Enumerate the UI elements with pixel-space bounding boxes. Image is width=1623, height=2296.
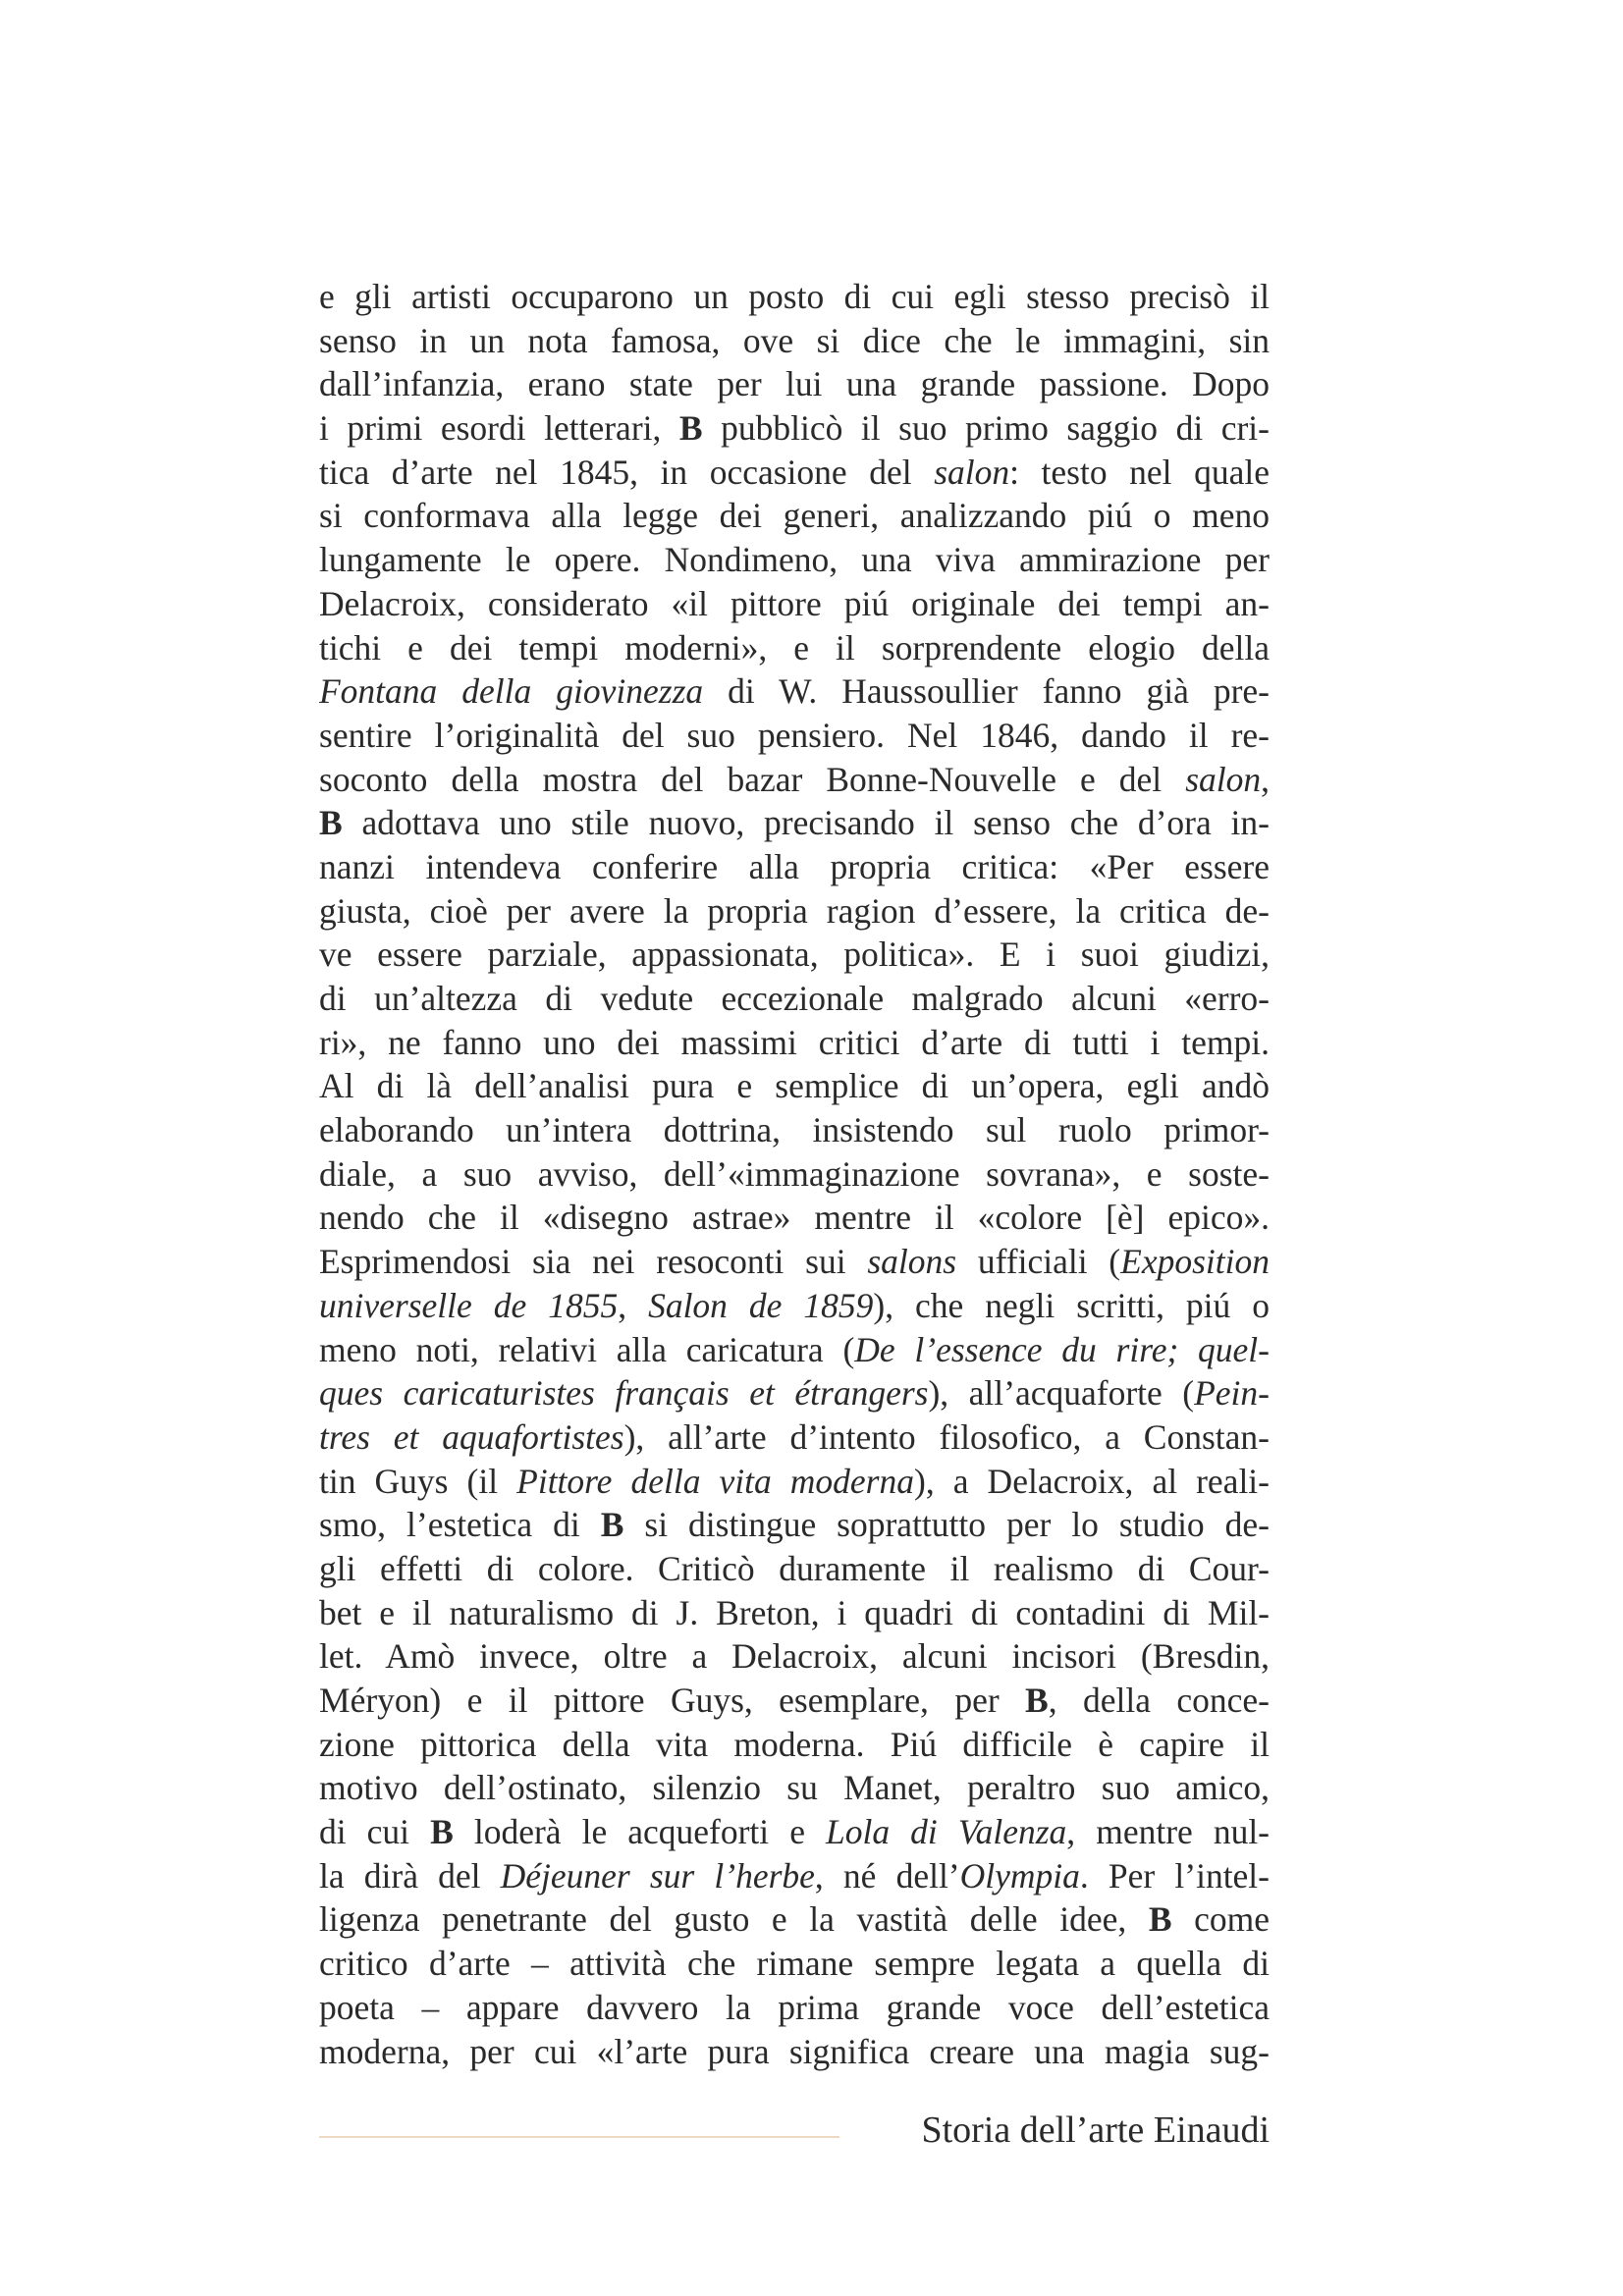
text-line [319,319,1270,363]
text-segment: , [1261,759,1270,799]
italic-segment: Pittore della vita moderna [516,1461,914,1501]
text-line [319,1942,1270,1986]
text-segment: di cui [319,1812,431,1852]
text-line [319,714,1270,758]
text-line [319,451,1270,495]
text-segment: bet e il naturalismo di J. Breton, i quadri di contadini di Mil- [319,1592,1270,1632]
italic-segment: tres et aquafortistes [319,1416,624,1457]
text-line [319,1064,1270,1108]
text-segment: Al di là dell’analisi pura e semplice di un’opera, egli andò [319,1066,1270,1106]
text-line [319,889,1270,934]
text-segment: ), all’acquaforte ( [928,1373,1195,1414]
text-line [319,977,1270,1021]
italic-segment: Fontana della giovinezza [319,671,704,712]
text-segment: Esprimendosi sia nei resoconti sui [319,1242,868,1282]
italic-segment: Olympia [959,1855,1080,1896]
text-segment: elaborando un’intera dottrina, insistendo sul ruolo primor- [319,1110,1270,1150]
text-segment: critico d’arte – attività che rimane sempre legata a quella di [319,1944,1270,1984]
text-segment: , mentre nul- [1066,1812,1270,1852]
text-line [319,1021,1270,1065]
text-segment: Delacroix, considerato «il pittore piú originale dei tempi an- [319,583,1270,623]
text-segment: di un’altezza di vedute eccezionale malgrado alcuni «erro- [319,979,1270,1018]
text-line [319,1591,1270,1635]
text-line [319,1284,1270,1328]
text-segment: adottava uno stile nuovo, precisando il senso che d’ora in- [342,803,1270,843]
text-line [319,1415,1270,1460]
text-segment: zione pittorica della vita moderna. Piú difficile è capire il [319,1724,1270,1764]
text-segment: pubblicò il suo primo saggio di cri- [702,408,1270,449]
text-segment: ), all’arte d’intento filosofico, a Constan- [623,1416,1270,1457]
text-line [319,1371,1270,1415]
text-line [319,582,1270,626]
italic-segment: De l’essence du rire; quel- [854,1329,1270,1369]
italic-segment: salons [867,1242,957,1282]
italic-segment: universelle de 1855 [319,1285,619,1325]
text-segment: ve essere parziale, appassionata, politica». E i suoi giudizi, [319,934,1270,975]
text-line [319,801,1270,845]
bold-initial: B [430,1812,454,1852]
footer-rule [319,2136,839,2138]
text-segment: ri», ne fanno uno dei massimi critici d’arte di tutti i tempi. [319,1022,1270,1062]
text-segment: ), che negli scritti, piú o [873,1285,1270,1325]
text-line [319,2030,1270,2074]
text-segment: ), a Delacroix, al reali- [914,1461,1270,1501]
italic-segment: salon [934,452,1010,492]
text-segment: . Per l’intel- [1079,1855,1270,1896]
text-segment: di W. Haussoullier fanno già pre- [703,671,1270,712]
text-line [319,758,1270,802]
text-segment: come [1171,1899,1270,1940]
italic-segment: Déjeuner sur l’herbe [500,1855,815,1896]
italic-segment: Salon de 1859 [648,1285,874,1325]
bold-initial: B [1148,1899,1172,1940]
bold-initial: B [600,1505,624,1545]
text-line [319,1986,1270,2030]
text-segment: motivo dell’ostinato, silenzio su Manet, peraltro suo amico, [319,1768,1270,1808]
text-segment: lungamente le opere. Nondimeno, una viva ammirazione per [319,540,1270,580]
footer-series-title: Storia dell’arte Einaudi [921,2109,1270,2151]
italic-segment: salon [1185,759,1262,799]
text-line [319,933,1270,977]
text-segment: loderà le acqueforti e [453,1812,827,1852]
text-line [319,1152,1270,1197]
text-segment: Méryon) e il pittore Guys, esemplare, per [319,1681,1026,1720]
text-line [319,669,1270,714]
text-segment: sentire l’originalità del suo pensiero. Nel 1846, dando il re- [319,715,1270,755]
text-segment: tica d’arte nel 1845, in occasione del [319,452,935,492]
text-segment: let. Amò invece, oltre a Delacroix, alcuni incisori (Bresdin, [319,1636,1270,1677]
italic-segment: Lola di Valenza [826,1812,1067,1852]
text-line [319,275,1270,319]
text-segment: dall’infanzia, erano state per lui una grande passione. Dopo [319,364,1270,404]
text-segment: tichi e dei tempi moderni», e il sorprendente elogio della [319,627,1270,667]
text-segment: e gli artisti occuparono un posto di cui egli stesso precisò il [319,277,1270,316]
text-line [319,1328,1270,1372]
text-line [319,1634,1270,1679]
italic-segment: Exposition [1120,1242,1270,1282]
text-segment: tin Guys (il [319,1461,517,1501]
text-line [319,845,1270,889]
bold-initial: B [319,803,343,843]
text-segment: nendo che il «disegno astrae» mentre il «colore [è] epico». [319,1198,1270,1238]
text-segment: , della conce- [1048,1681,1270,1720]
text-segment: poeta – appare davvero la prima grande voce dell’estetica [319,1987,1270,2027]
body-text [319,275,1270,2073]
text-line [319,1503,1270,1547]
text-line [319,494,1270,538]
text-segment: si distingue soprattutto per lo studio de- [623,1505,1270,1545]
text-segment: i primi esordi letterari, [319,408,679,449]
text-segment: si conformava alla legge dei generi, analizzando piú o meno [319,496,1270,536]
text-line [319,1679,1270,1723]
text-segment: : testo nel quale [1009,452,1270,492]
text-segment: , né dell’ [814,1855,960,1896]
text-line [319,1196,1270,1240]
text-line [319,626,1270,670]
text-segment: giusta, cioè per avere la propria ragion d’essere, la critica de- [319,890,1270,931]
text-segment: la dirà del [319,1855,501,1896]
italic-segment: ques caricaturistes français et étrangers [319,1373,929,1414]
text-line [319,1108,1270,1152]
text-segment: senso in un nota famosa, ove si dice che le immagini, sin [319,320,1270,360]
text-segment: gli effetti di colore. Criticò duramente il realismo di Cour- [319,1548,1270,1588]
italic-segment: Pein- [1194,1373,1270,1414]
text-line [319,1854,1270,1898]
bold-initial: B [1025,1681,1049,1720]
text-segment: diale, a suo avviso, dell’«immaginazione sovrana», e soste- [319,1153,1270,1194]
text-segment: smo, l’estetica di [319,1505,601,1545]
bold-initial: B [678,408,703,449]
text-segment: nanzi intendeva conferire alla propria critica: «Per essere [319,846,1270,886]
text-segment: meno noti, relativi alla caricatura ( [319,1329,855,1369]
text-line [319,1460,1270,1504]
text-segment: , [618,1285,649,1325]
text-line [319,1547,1270,1591]
text-line [319,362,1270,406]
text-line [319,406,1270,451]
text-line [319,1810,1270,1854]
text-segment: ligenza penetrante del gusto e la vastità delle idee, [319,1899,1149,1940]
text-segment: moderna, per cui «l’arte pura significa creare una magia sug- [319,2031,1270,2071]
text-segment: ufficiali ( [956,1242,1121,1282]
text-line [319,1723,1270,1767]
text-segment: soconto della mostra del bazar Bonne-Nouvelle e del [319,759,1186,799]
text-line [319,1897,1270,1942]
text-line [319,1240,1270,1284]
text-line [319,1766,1270,1810]
text-line [319,538,1270,582]
